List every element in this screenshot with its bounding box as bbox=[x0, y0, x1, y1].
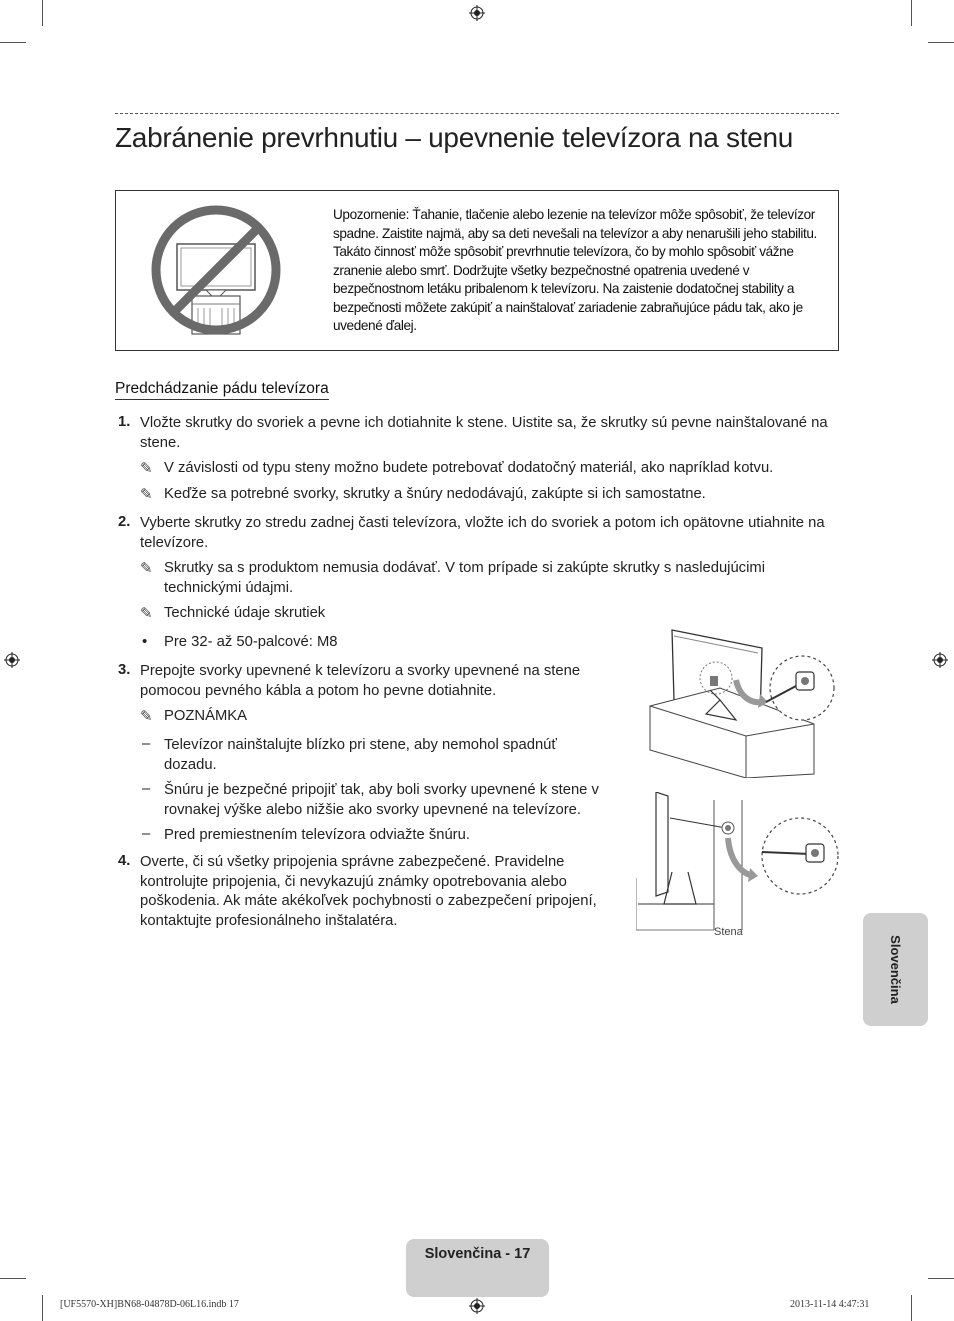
bullet-icon: • bbox=[142, 633, 148, 650]
step-number: 3. bbox=[118, 662, 131, 678]
warning-text: Upozornenie: Ťahanie, tlačenie alebo lezenie na televízor môže spôsobiť, že televízor spadne. Zaistite najmä, aby sa deti nevešali na televízor a aby nenarušili jeho stabilitu. Takáto činnosť môže spôsobiť prevrhnutie televízora, čo by mohlo spôsobiť vážne zranenie alebo smrť. Dodržujte všetky bezpečnostné opatrenia uvedené v bezpečnostnom letáku pribalenom k televízoru. Na zaistenie dodatočnej stability a bezpečnosti môžete zakúpiť a nainštalovať zariadenie zabraňujúce pádu tak, ako je uvedené ďalej. bbox=[333, 207, 817, 333]
warning-box bbox=[115, 190, 839, 351]
page-title: Zabránenie prevrhnutiu – upevnenie televízora na stenu bbox=[115, 122, 794, 153]
crop-mark bbox=[911, 0, 912, 26]
note-text: Technické údaje skrutiek bbox=[164, 605, 326, 621]
note-icon: ✎ bbox=[140, 708, 153, 725]
crop-mark bbox=[928, 42, 954, 43]
step-text: Prepojte svorky upevnené k televízoru a svorky upevnené na stene pomocou pevného kábla a potom ho pevne dotiahnite. bbox=[140, 663, 581, 699]
note-icon: ✎ bbox=[140, 460, 153, 477]
dash-icon: – bbox=[142, 826, 151, 842]
crop-mark bbox=[928, 1278, 954, 1279]
note-text: V závislosti od typu steny možno budete potrebovať dodatočný materiál, ako napríklad kotvu. bbox=[164, 460, 774, 476]
tv-back-clamp-illustration bbox=[640, 628, 852, 778]
crop-mark bbox=[911, 1295, 912, 1321]
crop-mark bbox=[42, 0, 43, 26]
step-text: Vložte skrutky do svoriek a pevne ich dotiahnite k stene. Uistite sa, že skrutky sú pevne nainštalované na stene. bbox=[140, 415, 828, 451]
crop-mark bbox=[0, 1278, 26, 1279]
registration-mark-icon bbox=[4, 652, 20, 668]
section-heading: Predchádzanie pádu televízora bbox=[115, 380, 329, 400]
tv-wall-cable-illustration bbox=[636, 792, 866, 932]
no-climbing-tv-icon bbox=[150, 204, 282, 336]
registration-mark-icon bbox=[469, 1298, 485, 1314]
dash-text: Televízor nainštalujte blízko pri stene, aby nemohol spadnúť dozadu. bbox=[164, 737, 557, 773]
language-side-tab bbox=[863, 913, 928, 1026]
note-text: Skrutky sa s produktom nemusia dodávať. V tom prípade si zakúpte skrutky s nasledujúcimi technickými údajmi. bbox=[164, 560, 765, 596]
dash-icon: – bbox=[142, 736, 151, 752]
dash-icon: – bbox=[142, 781, 151, 797]
registration-mark-icon bbox=[469, 5, 485, 21]
note-icon: ✎ bbox=[140, 560, 153, 577]
note-heading: POZNÁMKA bbox=[164, 708, 248, 724]
note-icon: ✎ bbox=[140, 486, 153, 503]
step-number: 2. bbox=[118, 514, 131, 530]
language-side-tab-label: Slovenčina bbox=[888, 935, 904, 1004]
dash-text: Pred premiestnením televízora odviažte šnúru. bbox=[164, 827, 470, 843]
step-number: 4. bbox=[118, 853, 131, 869]
page-number-tab bbox=[406, 1239, 549, 1297]
note-text: Keďže sa potrebné svorky, skrutky a šnúry nedodávajú, zakúpte si ich samostatne. bbox=[164, 486, 706, 502]
bullet-text: Pre 32- až 50-palcové: M8 bbox=[164, 634, 338, 650]
crop-mark bbox=[0, 42, 26, 43]
dash-text: Šnúru je bezpečné pripojiť tak, aby boli svorky upevnené k stene v rovnakej výške alebo nižšie ako svorky upevnené na televízore. bbox=[164, 782, 599, 818]
slug-left: [UF5570-XH]BN68-04878D-06L16.indb 17 bbox=[60, 1299, 239, 1310]
title-rule bbox=[115, 113, 839, 114]
step-text: Vyberte skrutky zo stredu zadnej časti televízora, vložte ich do svoriek a potom ich opätovne utiahnite na televízore. bbox=[140, 515, 825, 551]
step-number: 1. bbox=[118, 414, 131, 430]
slug-right: 2013-11-14 4:47:31 bbox=[790, 1299, 870, 1310]
crop-mark bbox=[42, 1295, 43, 1321]
step-text: Overte, či sú všetky pripojenia správne zabezpečené. Pravidelne kontrolujte pripojenia, či nevykazujú známky opotrebovania alebo poškodenia. Ak máte akékoľvek pochybnosti o zabezpečení pripojení, kontaktujte profesionálneho inštalatéra. bbox=[140, 854, 597, 929]
illustration-caption: Stena bbox=[714, 926, 743, 938]
page-number: Slovenčina - 17 bbox=[424, 1246, 531, 1262]
note-icon: ✎ bbox=[140, 605, 153, 622]
registration-mark-icon bbox=[932, 652, 948, 668]
